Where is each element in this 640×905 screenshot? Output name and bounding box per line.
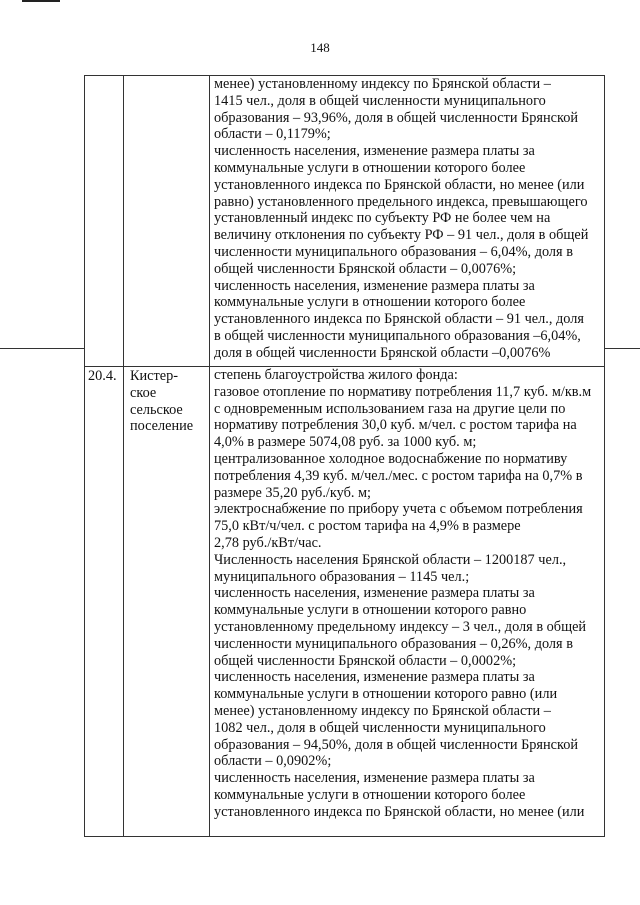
description-line: установленный индекс по субъекту РФ не более чем на (214, 210, 551, 227)
table-row (85, 76, 605, 367)
description-line: установленного индекса по Брянской области, но менее (или (214, 176, 585, 193)
description-line: в общей численности муниципального образования –6,04%, (214, 327, 581, 344)
description-line: установленного индекса по Брянской области, но менее (или (214, 803, 585, 820)
description-line: электроснабжение по прибору учета с объемом потребления (214, 501, 583, 518)
description-line: с одновременным использованием газа на другие цели по (214, 400, 566, 417)
description-line: потребления 4,39 куб. м/чел./мес. с ростом тарифа на 0,7% в (214, 467, 583, 484)
description-line: коммунальные услуги в отношении которого более (214, 786, 526, 803)
description-line: численности муниципального образования – 6,04%, доля в (214, 243, 573, 260)
table-body (85, 76, 605, 837)
description-line: 1415 чел., доля в общей численности муниципального (214, 92, 546, 109)
document-table (84, 75, 604, 837)
description-line: численность населения, изменение размера платы за (214, 585, 535, 602)
description-line: численность населения, изменение размера платы за (214, 277, 535, 294)
description-line: 4,0% в размере 5074,08 руб. за 1000 куб. м; (214, 434, 477, 451)
description-line: 2,78 руб./кВт/час. (214, 534, 322, 551)
settlement-name-line: Кистер- (130, 368, 179, 384)
description-line: установленному предельному индексу – 3 чел., доля в общей (214, 618, 587, 635)
description-line: образования – 94,50%, доля в общей численности Брянской (214, 736, 579, 753)
description-line: численность населения, изменение размера платы за (214, 669, 535, 686)
table-row (85, 367, 605, 837)
description-line: 75,0 кВт/ч/чел. с ростом тарифа на 4,9% в размере (214, 518, 521, 535)
municipal-table (84, 75, 605, 837)
page-number: 148 (310, 40, 330, 55)
description-line: менее) установленному индексу по Брянской области – (214, 76, 551, 92)
settlement-name-line: ское (130, 384, 157, 401)
settlement-name-line: поселение (130, 418, 194, 435)
description-line: области – 0,1179%; (214, 126, 331, 143)
description-line: муниципального образования – 1145 чел.; (214, 568, 470, 585)
description-line: величину отклонения по субъекту РФ – 91 чел., доля в общей (214, 227, 589, 244)
description-line: Численность населения Брянской области – 1200187 чел., (214, 551, 567, 568)
description-line: образования – 93,96%, доля в общей численности Брянской (214, 109, 579, 126)
scan-line-left (0, 348, 84, 349)
description-line: области – 0,0902%; (214, 753, 332, 770)
scan-line-right (604, 348, 640, 349)
description-line: общей численности Брянской области – 0,0076%; (214, 260, 517, 277)
description-line: менее) установленному индексу по Брянской области – (214, 702, 551, 719)
description-line: коммунальные услуги в отношении которого более (214, 294, 526, 311)
description-line: степень благоустройства жилого фонда: (214, 367, 458, 383)
description-line: коммунальные услуги в отношении которого равно (или (214, 686, 558, 703)
description-cell (210, 76, 605, 367)
description-line: численность населения, изменение размера платы за (214, 770, 535, 787)
row-number-cell: 20.4. (85, 367, 124, 837)
description-line: нормативу потребления 30,0 куб. м/чел. с ростом тарифа на (214, 417, 577, 434)
description-line: установленного индекса по Брянской области – 91 чел., доля (214, 311, 584, 328)
settlement-name-cell (124, 367, 210, 837)
description-line: равно) установленного предельного индекса, превышающего (214, 193, 588, 210)
description-line: численности муниципального образования – 0,26%, доля в (214, 635, 573, 652)
settlement-name-cell (124, 76, 210, 367)
description-line: коммунальные услуги в отношении которого равно (214, 602, 527, 619)
settlement-name-line: сельское (130, 401, 183, 418)
description-line: размере 35,20 руб./куб. м; (214, 484, 372, 501)
description-line: доля в общей численности Брянской области –0,0076% (214, 344, 551, 361)
top-edge-rule (22, 0, 60, 2)
description-line: 1082 чел., доля в общей численности муниципального (214, 719, 546, 736)
row-number-cell (85, 76, 124, 367)
description-line: общей численности Брянской области – 0,0002%; (214, 652, 517, 669)
description-cell (210, 367, 605, 837)
description-line: коммунальные услуги в отношении которого более (214, 159, 526, 176)
description-line: газовое отопление по нормативу потребления 11,7 куб. м/кв.м (214, 383, 592, 400)
description-line: централизованное холодное водоснабжение по нормативу (214, 450, 568, 467)
description-line: численность населения, изменение размера платы за (214, 143, 535, 160)
